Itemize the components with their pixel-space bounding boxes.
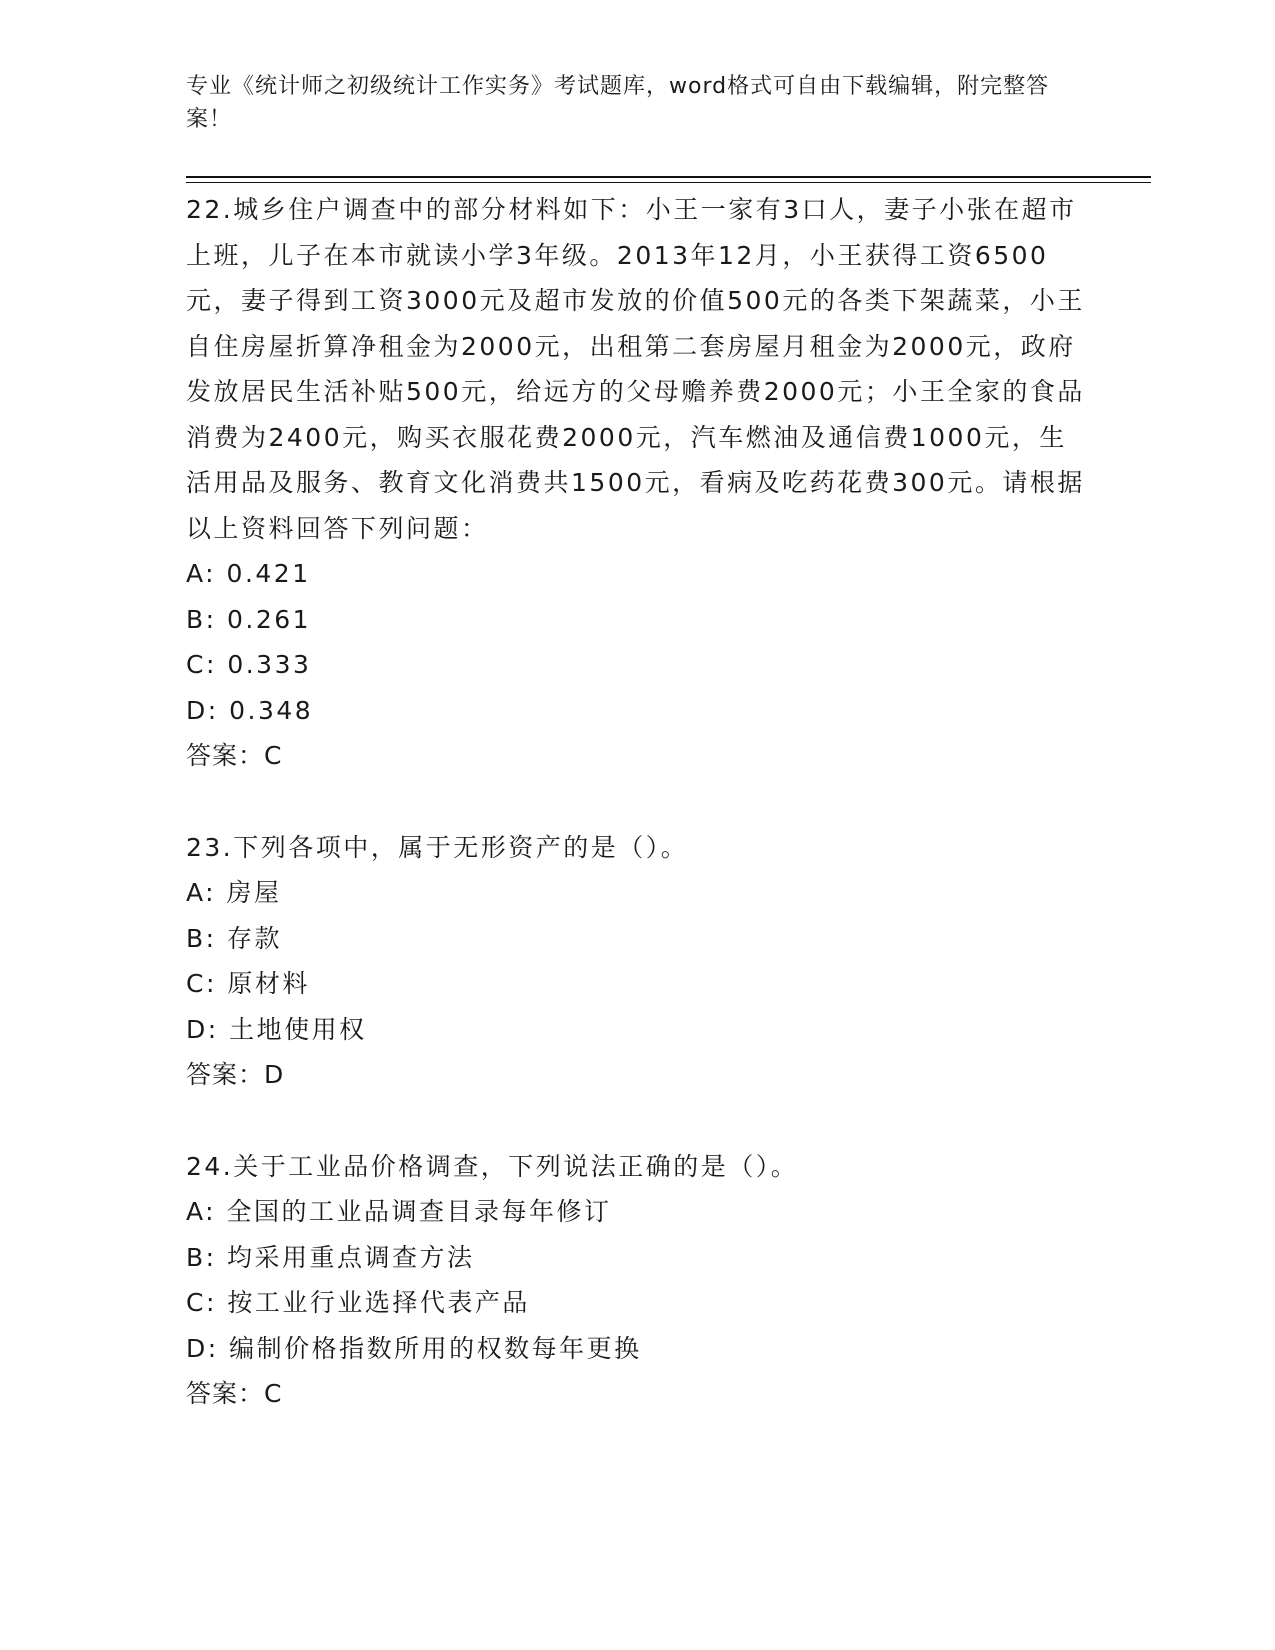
question-stem: 23.下列各项中，属于无形资产的是（）。 [186,832,689,862]
answer-line: 答案：C [186,741,283,770]
option-c: C: 原材料 [186,969,310,998]
option-a: A: 全国的工业品调查目录每年修订 [186,1197,612,1226]
header-divider-thick [186,176,1151,178]
option-b: B: 存款 [186,923,283,953]
option-b: B: 0.261 [186,604,312,634]
answer-line: 答案：D [186,1060,285,1089]
document-header: 专业《统计师之初级统计工作实务》考试题库，word格式可自由下载编辑，附完整答案！ [186,74,1050,132]
option-d: D: 编制价格指数所用的权数每年更换 [186,1333,642,1363]
option-d: D: 0.348 [186,695,314,725]
option-c: C: 按工业行业选择代表产品 [186,1288,530,1317]
answer-line: 答案：C [186,1379,283,1408]
question-list [186,187,1086,1463]
question-23 [186,825,1086,1098]
header-divider-thin [186,182,1151,183]
option-a: A: 房屋 [186,878,282,907]
question-24 [186,1144,1086,1417]
option-d: D: 土地使用权 [186,1014,367,1044]
question-22 [186,187,1086,779]
question-stem: 24.关于工业品价格调查，下列说法正确的是（）。 [186,1151,799,1181]
option-a: A: 0.421 [186,559,311,588]
question-stem: 22.城乡住户调查中的部分材料如下：小王一家有3口人，妻子小张在超市上班，儿子在本市就读小学3年级。2013年12月，小王获得工资6500元，妻子得到工资3000元及超市发放的价值500元的各类下架蔬菜，小王自住房屋折算净租金为2000元，出租第二套房屋月租金为2000元，政府发放居民生活补贴500元，给远方的父母赡养费2000元；小王全家的食品消费为2400元，购买衣服花费2000元，汽车燃油及通信费1000元，生活用品及服务、教育文化消费共1500元，看病及吃药花费300元。请根据以上资料回答下列问题： [186,195,1085,543]
option-c: C: 0.333 [186,650,312,679]
option-b: B: 均采用重点调查方法 [186,1242,475,1272]
